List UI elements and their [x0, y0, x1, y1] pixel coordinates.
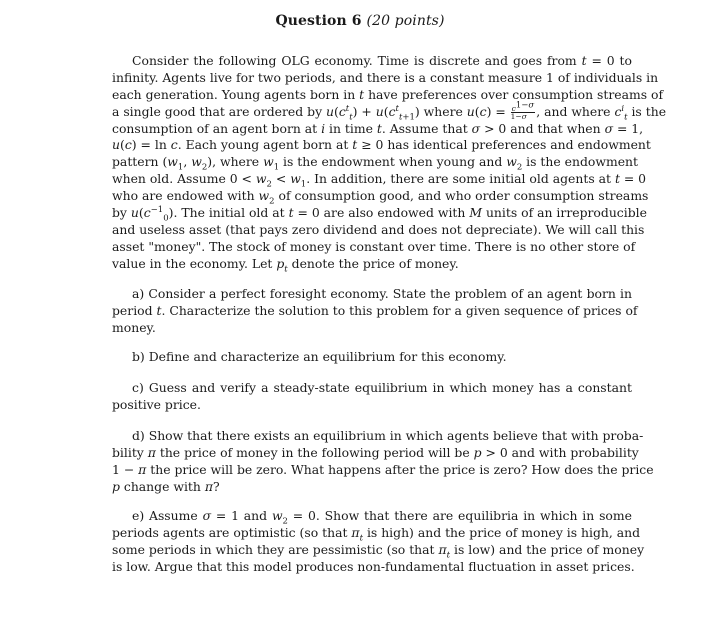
- question-title: [0, 13, 720, 29]
- intro-line-4: a single good that are ordered by $u(c^t_t) + u(c^t_{t+1})$ where u(c) = $\frac{c^{1-\sigma}}{1-\sigma}$ , and where $c^i_t$ is the: [112, 100, 667, 123]
- part-e: [112, 508, 645, 576]
- intro-line-6: u(c) = ln c. Each young agent born at t ≥ 0 has identical preferences and endowment: [112, 137, 651, 153]
- question-points: (20 points): [366, 13, 445, 29]
- part-d: [112, 428, 654, 496]
- part-c-line-2: positive price.: [112, 396, 201, 412]
- intro-line-13: value in the economy. Let $p_t$ denote the price of money.: [112, 255, 459, 275]
- part-a: [112, 286, 638, 337]
- part-d-line-3: 1 − π the price will be zero. What happens after the price is zero? How does the price: [112, 461, 654, 477]
- part-d-line-4: p change with π?: [112, 478, 220, 494]
- intro-line-9: who are endowed with $w_2$ of consumption good, and who order consumption streams: [112, 188, 649, 207]
- intro-line-12: asset "money". The stock of money is constant over time. There is no other store of: [112, 238, 636, 254]
- part-e-line-4: is low. Argue that this model produces non-fundamental fluctuation in asset prices.: [112, 558, 635, 574]
- part-d-line-2: bility π the price of money in the following period will be p > 0 and with probability: [112, 444, 639, 460]
- intro-line-8: when old. Assume $0 < w_2 < w_1$. In addition, there are some initial old agents at t = 0: [112, 171, 647, 190]
- part-a-line-3: money.: [112, 319, 156, 335]
- part-e-line-3: some periods in which they are pessimistic (so that $\pi_t$ is low) and the price of money: [112, 541, 645, 561]
- part-b: [112, 349, 632, 366]
- part-e-line-1: e) Assume σ = 1 and $w_2 = 0$. Show that there are equilibria in which in some: [132, 508, 632, 527]
- part-e-line-2: periods agents are optimistic (so that $\pi_t$ is high) and the price of money is high, and: [112, 524, 641, 544]
- utility-fraction: $\frac{c^{1-\sigma}}{1-\sigma}$: [510, 100, 535, 121]
- part-d-line-1: d) Show that there exists an equilibrium in which agents believe that with proba-: [132, 428, 644, 443]
- part-c: [112, 380, 632, 414]
- intro-line-11: and useless asset (that pays zero dividend and does not depreciate). We will call this: [112, 221, 645, 237]
- intro-line-1: Consider the following OLG economy. Time is discrete and goes from t = 0 to: [132, 53, 632, 68]
- question-number: Question 6: [275, 13, 362, 29]
- intro-line-2: infinity. Agents live for two periods, and there is a constant measure 1 of individuals in: [112, 69, 659, 85]
- part-b-line-1: b) Define and characterize an equilibrium for this economy.: [132, 349, 507, 364]
- part-a-line-1: a) Consider a perfect foresight economy. State the problem of an agent born in: [132, 286, 632, 301]
- intro-line-3: each generation. Young agents born in t have preferences over consumption streams of: [112, 86, 664, 102]
- intro-line-7: pattern ($w_1$, $w_2$), where $w_1$ is the endowment when young and $w_2$ is the endowment: [112, 154, 639, 173]
- intro-line-10: by $u(c^{-1}_0)$. The initial old at t = 0 are also endowed with M units of an irreproducible: [112, 204, 647, 224]
- part-a-line-2: period t. Characterize the solution to this problem for a given sequence of prices of: [112, 302, 638, 318]
- intro-line-5: consumption of an agent born at i in time t. Assume that σ > 0 and that when σ = 1,: [112, 120, 644, 136]
- intro-paragraph: [112, 53, 667, 275]
- part-c-line-1: c) Guess and verify a steady-state equilibrium in which money has a constant: [132, 380, 632, 395]
